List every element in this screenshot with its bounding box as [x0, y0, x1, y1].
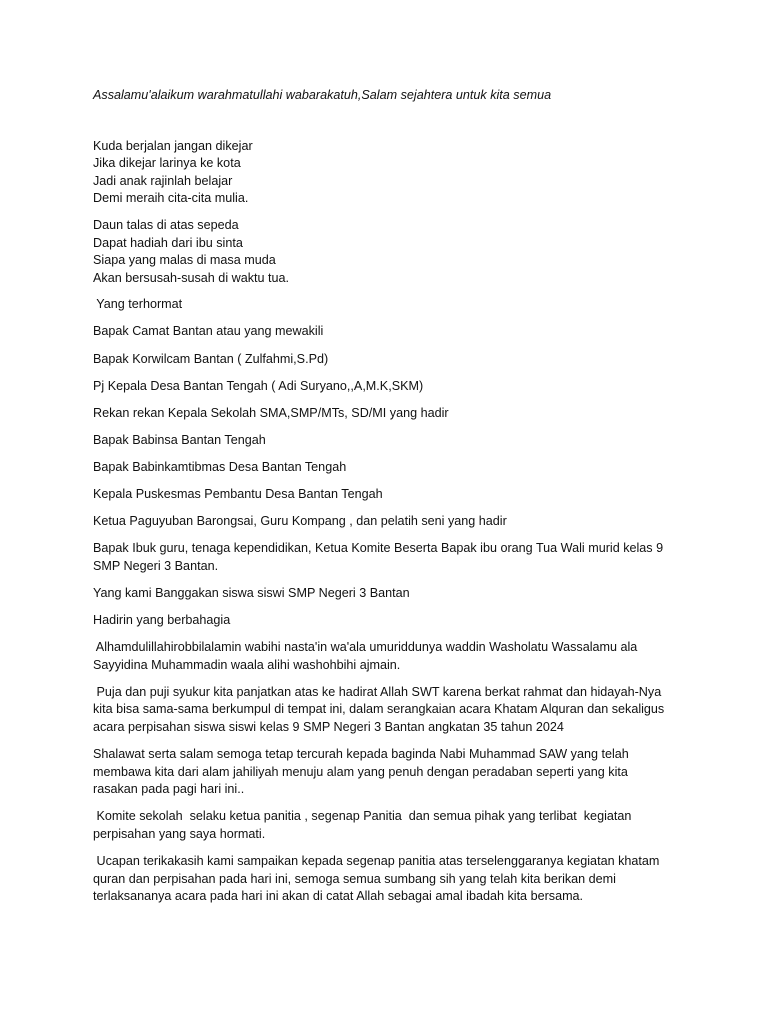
pantun-line: Kuda berjalan jangan dikejar: [93, 138, 253, 153]
paragraph-guru: [93, 540, 678, 575]
paragraph-line: Bapak Ibuk guru, tenaga kependidikan, Ketua Komite Beserta Bapak ibu orang Tua Wali murid kelas 9: [93, 541, 664, 556]
pantun-line: Jadi anak rajinlah belajar: [93, 173, 233, 188]
salutation-item: Bapak Camat Bantan atau yang mewakili: [93, 324, 324, 339]
greeting: Assalamu'alaikum warahmatullahi wabarakatuh,Salam sejahtera untuk kita semua: [93, 88, 552, 102]
paragraph-line: Alhamdulillahirobbilalamin wabihi nasta'in wa'ala umuriddunya waddin Washolatu Wassalamu ala: [93, 640, 638, 655]
salutation-item: Bapak Babinsa Bantan Tengah: [93, 432, 266, 447]
pantun-line: Akan bersusah-susah di waktu tua.: [93, 270, 290, 285]
salutation-heading: Yang terhormat: [93, 297, 183, 312]
paragraph-line: rasakan pada pagi hari ini..: [93, 782, 245, 797]
paragraph-line: Sayyidina Muhammadin waala alihi washohbihi ajmain.: [93, 657, 401, 672]
paragraph-line: perpisahan yang saya hormati.: [93, 826, 266, 841]
salutation-siswa: Yang kami Banggakan siswa siswi SMP Negeri 3 Bantan: [93, 585, 410, 600]
paragraph-terima-kasih: [93, 853, 678, 906]
salutation-item: Ketua Paguyuban Barongsai, Guru Kompang , dan pelatih seni yang hadir: [93, 514, 507, 529]
paragraph-line: membawa kita dari alam jahiliyah menuju alam yang penuh dengan peradaban seperti yang kita: [93, 764, 628, 779]
paragraph-syukur: [93, 684, 678, 737]
paragraph-line: quran dan perpisahan pada hari ini, semoga semua sumbang sih yang telah kita berikan demi: [93, 871, 616, 886]
pantun-line: Siapa yang malas di masa muda: [93, 253, 276, 268]
paragraph-line: acara perpisahan siswa siswi kelas 9 SMP Negeri 3 Bantan angkatan 35 tahun 2024: [93, 719, 564, 734]
paragraph-line: kita bisa sama-sama berkumpul di tempat ini, dalam serangkaian acara Khatam Alquran dan sekaligus: [93, 702, 665, 717]
salutation-item: Pj Kepala Desa Bantan Tengah ( Adi Suryano,,A,M.K,SKM): [93, 378, 424, 393]
pantun-line: Daun talas di atas sepeda: [93, 217, 239, 232]
paragraph-line: SMP Negeri 3 Bantan.: [93, 558, 219, 573]
paragraph-shalawat: [93, 746, 678, 799]
paragraph-komite: [93, 808, 678, 843]
salutation-item: Bapak Korwilcam Bantan ( Zulfahmi,S.Pd): [93, 351, 329, 366]
pantun-line: Jika dikejar larinya ke kota: [93, 156, 241, 171]
paragraph-hamdalah: [93, 639, 678, 674]
pantun-line: Demi meraih cita-cita mulia.: [93, 191, 249, 206]
paragraph-line: Ucapan terikakasih kami sampaikan kepada segenap panitia atas terselenggaranya kegiatan khatam: [93, 854, 660, 868]
paragraph-line: Puja dan puji syukur kita panjatkan atas ke hadirat Allah SWT karena berkat rahmat dan hidayah-Nya: [93, 684, 662, 699]
pantun-line: Dapat hadiah dari ibu sinta: [93, 235, 243, 250]
pantun-stanza-1: [93, 138, 678, 208]
paragraph-line: Komite sekolah selaku ketua panitia , segenap Panitia dan semua pihak yang terlibat kegiatan: [93, 809, 632, 824]
salutation-item: Bapak Babinkamtibmas Desa Bantan Tengah: [93, 459, 347, 474]
salutation-item: Kepala Puskesmas Pembantu Desa Bantan Tengah: [93, 487, 383, 501]
document-body: [93, 87, 678, 915]
pantun-stanza-2: [93, 217, 678, 287]
salutation-item: Rekan rekan Kepala Sekolah SMA,SMP/MTs, SD/MI yang hadir: [93, 405, 449, 420]
salutation-hadirin: Hadirin yang berbahagia: [93, 612, 231, 627]
paragraph-line: terlaksananya acara pada hari ini akan di catat Allah sebagai amal ibadah kita bersama.: [93, 889, 584, 904]
paragraph-line: Shalawat serta salam semoga tetap tercurah kepada baginda Nabi Muhammad SAW yang telah: [93, 747, 629, 762]
